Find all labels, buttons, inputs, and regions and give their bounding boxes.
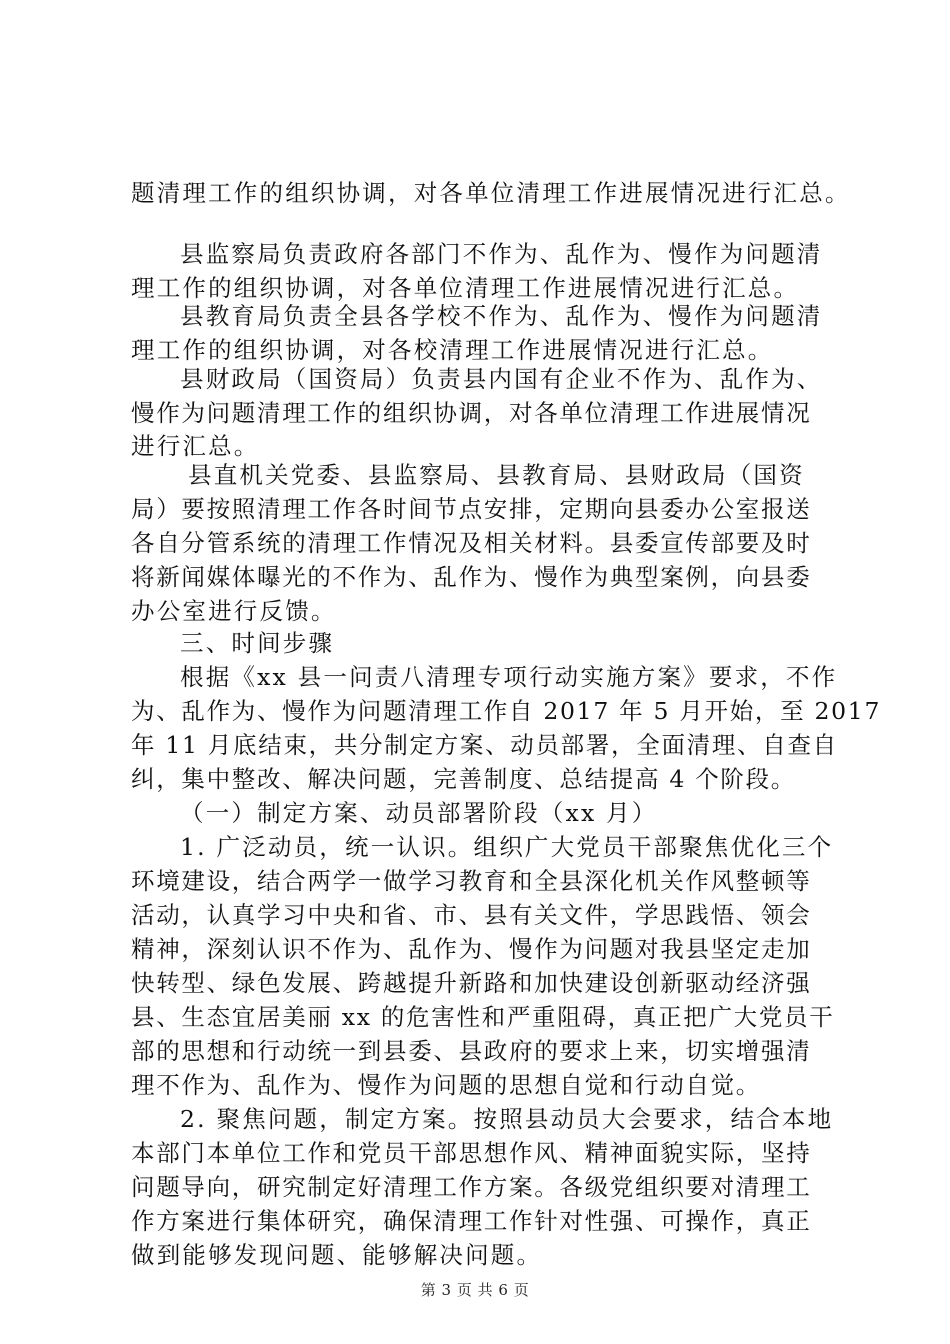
text-line-24: 快转型、绿色发展、跨越提升新路和加快建设创新驱动经济强 — [131, 969, 812, 997]
page-footer: 第 3 页 共 6 页 — [420, 1281, 530, 1299]
text-line-8: 进行汇总。 — [131, 432, 260, 460]
text-line-9: 县直机关党委、县监察局、县教育局、县财政局（国资 — [188, 461, 805, 489]
section-heading: 三、时间步骤 — [180, 629, 335, 657]
text-line-27: 理不作为、乱作为、慢作为问题的思想自觉和行动自觉。 — [131, 1071, 761, 1099]
text-line-12: 将新闻媒体曝光的不作为、乱作为、慢作为典型案例，向县委 — [131, 563, 812, 591]
text-line-31: 作方案进行集体研究，确保清理工作针对性强、可操作，真正 — [131, 1207, 812, 1235]
text-line-25: 县、生态宜居美丽 xx 的危害性和严重阻碍，真正把广大党员干 — [131, 1003, 835, 1031]
text-line-16: 为、乱作为、慢作为问题清理工作自 2017 年 5 月开始，至 2017 — [131, 697, 882, 725]
text-line-7: 慢作为问题清理工作的组织协调，对各单位清理工作进展情况 — [131, 399, 812, 427]
text-line-30: 问题导向，研究制定好清理工作方案。各级党组织要对清理工 — [131, 1173, 812, 1201]
text-line-6: 县财政局（国资局）负责县内国有企业不作为、乱作为、 — [180, 365, 823, 393]
text-line-15: 根据《xx 县一问责八清理专项行动实施方案》要求，不作 — [180, 663, 838, 691]
text-line-20: 1. 广泛动员，统一认识。组织广大党员干部聚焦优化三个 — [180, 833, 834, 861]
text-line-2: 县监察局负责政府各部门不作为、乱作为、慢作为问题清 — [180, 240, 823, 268]
text-line-26: 部的思想和行动统一到县委、县政府的要求上来，切实增强清 — [131, 1037, 812, 1065]
text-line-17: 年 11 月底结束，共分制定方案、动员部署，全面清理、自查自 — [131, 731, 838, 759]
text-line-11: 各自分管系统的清理工作情况及相关材料。县委宣传部要及时 — [131, 529, 812, 557]
text-line-1: 题清理工作的组织协调，对各单位清理工作进展情况进行汇总。 — [131, 179, 851, 207]
text-line-29: 本部门本单位工作和党员干部思想作风、精神面貌实际，坚持 — [131, 1139, 812, 1167]
text-line-13: 办公室进行反馈。 — [131, 597, 337, 625]
text-line-32: 做到能够发现问题、能够解决问题。 — [131, 1241, 543, 1269]
subsection-heading: （一）制定方案、动员部署阶段（xx 月） — [180, 799, 658, 827]
text-line-21: 环境建设，结合两学一做学习教育和全县深化机关作风整顿等 — [131, 867, 812, 895]
text-line-3: 理工作的组织协调，对各单位清理工作进展情况进行汇总。 — [131, 274, 800, 302]
text-line-18: 纠，集中整改、解决问题，完善制度、总结提高 4 个阶段。 — [131, 765, 796, 793]
text-line-22: 活动，认真学习中央和省、市、县有关文件，学思践悟、领会 — [131, 901, 812, 929]
text-line-23: 精神，深刻认识不作为、乱作为、慢作为问题对我县坚定走加 — [131, 935, 812, 963]
text-line-10: 局）要按照清理工作各时间节点安排，定期向县委办公室报送 — [131, 495, 812, 523]
text-line-28: 2. 聚焦问题，制定方案。按照县动员大会要求，结合本地 — [180, 1105, 834, 1133]
text-line-5: 理工作的组织协调，对各校清理工作进展情况进行汇总。 — [131, 336, 774, 364]
text-line-4: 县教育局负责全县各学校不作为、乱作为、慢作为问题清 — [180, 302, 823, 330]
